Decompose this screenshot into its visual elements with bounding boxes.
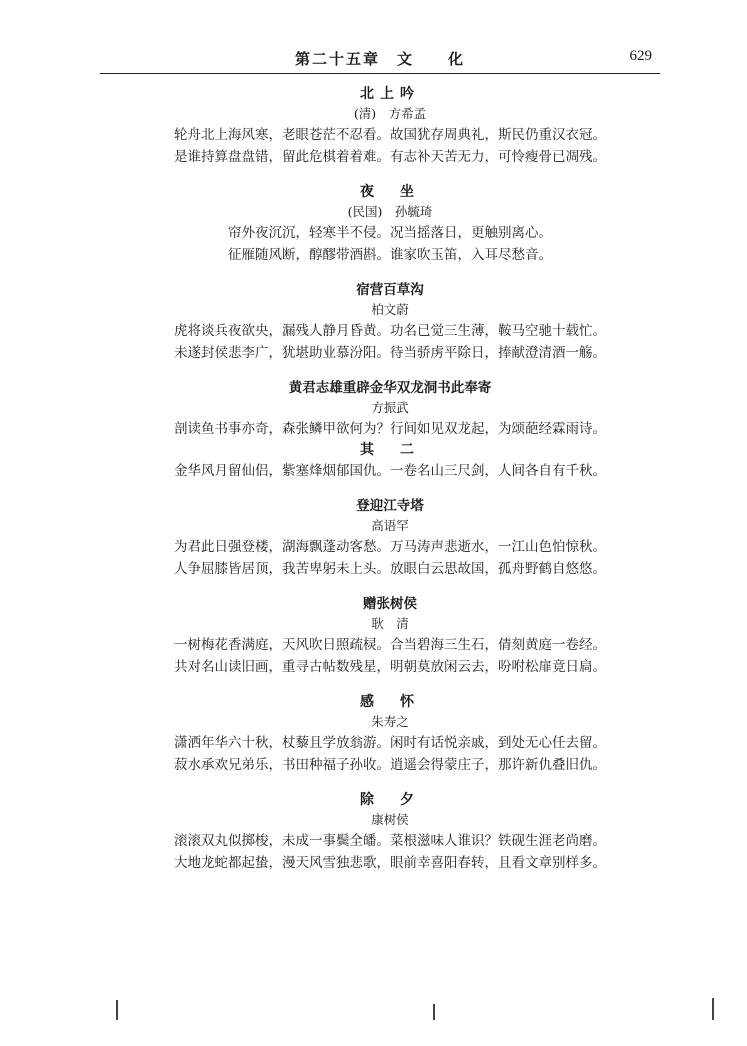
header-rule xyxy=(100,73,660,74)
poem-line: 一树梅花香满庭，天风吹日照疏棂。合当碧海三生石，倩刻黄庭一卷经。 xyxy=(174,637,606,653)
poem-block xyxy=(140,496,640,580)
poem-block xyxy=(140,790,640,874)
poem-author: 朱寿之 xyxy=(371,714,409,729)
poem-block xyxy=(140,440,640,482)
poem-list xyxy=(140,78,640,874)
poem-title: 登迎江寺塔 xyxy=(356,498,424,514)
poem-line: 轮舟北上海风寒，老眼苍茫不忍看。故国犹存周典礼，斯民仍重汉衣冠。 xyxy=(174,127,606,143)
poem-author: 高语罕 xyxy=(371,518,409,533)
poem-title: 赠张树侯 xyxy=(363,596,417,612)
poem-line: 是谁持算盘盘错，留此危棋着着难。有志补天苦无力，可怜瘦骨已凋残。 xyxy=(174,149,606,165)
poem-line: 征雁随风断，醇醪带酒斟。谁家吹玉笛，入耳尽愁音。 xyxy=(228,247,552,263)
poem-author: 耿 清 xyxy=(371,616,409,631)
poem-title: 北上吟 xyxy=(360,86,420,102)
poem-line: 菽水承欢兄弟乐，书田种福子孙收。逍遥会得蒙庄子，那许新仇叠旧仇。 xyxy=(174,757,606,773)
poem-block xyxy=(140,84,640,168)
poem-line: 虎将谈兵夜欲央，漏残人静月昏黄。功名已觉三生薄，鞍马空驰十载忙。 xyxy=(174,323,606,339)
poem-author: 柏文蔚 xyxy=(371,302,409,317)
poem-line: 滚滚双丸似掷梭，未成一事鬓全皤。菜根滋味人谁识？铁砚生涯老尚磨。 xyxy=(174,833,606,849)
scan-edge-mark-right xyxy=(712,998,714,1020)
running-header xyxy=(100,48,660,72)
poem-title: 感 怀 xyxy=(360,694,420,710)
poem-author: 方振武 xyxy=(371,400,409,415)
poem-title: 夜 坐 xyxy=(360,184,420,200)
poem-author: 康树侯 xyxy=(371,812,409,827)
page-number: 629 xyxy=(629,48,652,64)
poem-line: 帘外夜沉沉，轻寒半不侵。况当摇落日，更触别离心。 xyxy=(228,225,552,241)
poem-line: 为君此日强登楼，湖海飘蓬动客愁。万马涛声悲逝水，一江山色怕惊秋。 xyxy=(174,539,606,555)
poem-line: 大地龙蛇都起蛰，漫天风雪独悲歌，眼前幸喜阳春转，且看文章别样多。 xyxy=(174,855,606,871)
poem-title: 宿营百草沟 xyxy=(356,282,424,298)
poem-author: (清) 方希孟 xyxy=(353,106,427,121)
poem-line: 人争屈膝皆居顶，我苦卑躬未上头。放眼白云思故国，孤舟野鹤自悠悠。 xyxy=(174,561,606,577)
poem-line: 共对名山读旧画，重寻古帖数残星，明朝莫放闲云去，吩咐松扉竟日扃。 xyxy=(174,659,606,675)
poem-block xyxy=(140,182,640,266)
scan-edge-mark-center xyxy=(433,1004,435,1020)
poem-line: 潇洒年华六十秋，杖藜且学放翁游。闲时有话悦亲戚，到处无心任去留。 xyxy=(174,735,606,751)
poem-title: 除 夕 xyxy=(360,792,420,808)
poem-line: 剖读鱼书事亦奇，森张鳞甲欲何为？行间如见双龙起，为颂葩经霖雨诗。 xyxy=(174,421,606,437)
scan-edge-mark-left xyxy=(116,1000,118,1020)
poem-title: 其 二 xyxy=(360,442,420,458)
poem-block xyxy=(140,378,640,440)
poem-block xyxy=(140,594,640,678)
poem-block xyxy=(140,692,640,776)
chapter-title: 第二十五章 文 化 xyxy=(294,50,465,68)
poem-author: (民国) 孙毓琦 xyxy=(347,204,433,219)
poem-block xyxy=(140,280,640,364)
poem-line: 金华风月留仙侣，紫塞烽烟郁国仇。一卷名山三尺剑，人间各自有千秋。 xyxy=(174,463,606,479)
poem-title: 黄君志雄重辟金华双龙洞书此奉寄 xyxy=(288,380,492,396)
poem-line: 未遂封侯悲李广，犹堪助业慕汾阳。待当骄虏平除日，捧献澄清酒一觞。 xyxy=(174,345,606,361)
